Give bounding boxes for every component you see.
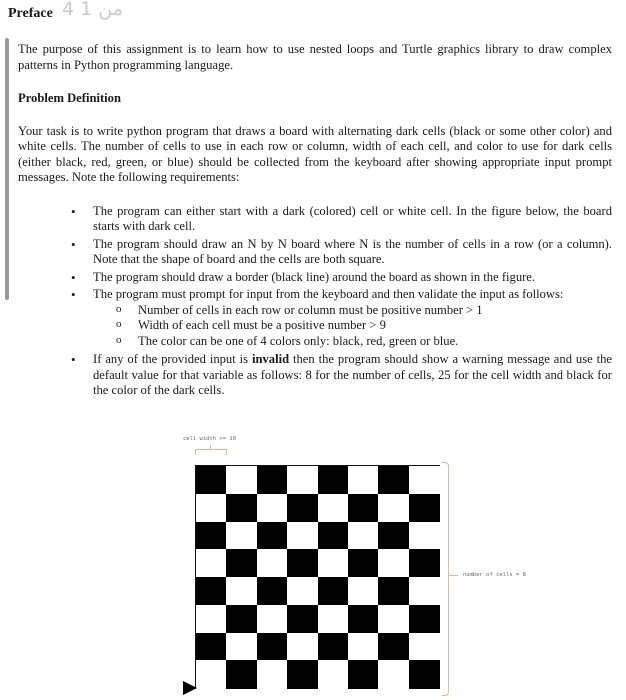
circle-bullet-icon: o xyxy=(116,302,122,315)
board-cell-dark xyxy=(257,633,288,661)
board-cell-dark xyxy=(287,549,318,577)
board-cell-dark xyxy=(318,577,349,605)
board-cell-dark xyxy=(348,605,379,633)
board-cell-dark xyxy=(257,522,288,550)
board-cell-light xyxy=(318,549,349,577)
board-cell-light xyxy=(196,494,227,522)
board-cell-light xyxy=(257,494,288,522)
board-cell-light xyxy=(378,660,409,688)
board-cell-light xyxy=(257,549,288,577)
task-paragraph: Your task is to write python program that draws a board with alternating dark cells (black or some other color) and white cells. The number of cells to use in each row or column, width of each cell, and color to use for dark cells (either black, red, green, or blue) should be collected from the keyboard after showing appropriate input prompt messages. Note the following requirements: xyxy=(18,123,612,184)
list-item: o Number of cells in each row or column must be positive number > 1 xyxy=(116,302,483,317)
requirements-list xyxy=(18,204,612,399)
board-cell-light xyxy=(378,549,409,577)
board-cell-dark xyxy=(287,605,318,633)
number-of-cells-label: number of cells = 8 xyxy=(463,572,526,578)
list-item: • If any of the provided input is invalid then the program should show a warning message and use the default value for that variable as follows: 8 for the number of cells, 25 for the cell width and black for the color of the dark cells. xyxy=(71,352,613,397)
bullet-icon: • xyxy=(71,269,76,285)
board-cell-dark xyxy=(378,466,409,494)
bullet-icon: • xyxy=(71,287,76,302)
board-cell-dark xyxy=(257,466,288,494)
board-cell-light xyxy=(287,577,318,605)
board-cell-dark xyxy=(196,466,227,494)
board-cell-dark xyxy=(287,494,318,522)
board-cell-dark xyxy=(287,660,318,688)
board-cell-light xyxy=(378,494,409,522)
validation-list xyxy=(93,303,612,350)
circle-bullet-icon: o xyxy=(116,333,122,346)
board-cell-dark xyxy=(378,633,409,661)
board-cell-dark xyxy=(226,494,257,522)
board-cell-light xyxy=(287,633,318,661)
board-cell-dark xyxy=(196,577,227,605)
board-cell-light xyxy=(287,522,318,550)
list-item: • The program can either start with a dark (colored) cell or white cell. In the figure below, the board starts with dark cell. xyxy=(71,203,612,233)
board-cell-dark xyxy=(318,466,349,494)
intro-paragraph: The purpose of this assignment is to learn how to use nested loops and Turtle graphics library to draw complex patterns in Python programming language. xyxy=(18,42,612,72)
board-cell-light xyxy=(409,633,440,661)
board-cell-light xyxy=(318,494,349,522)
board-cell-dark xyxy=(226,549,257,577)
change-bar xyxy=(5,38,9,300)
board-cell-light xyxy=(226,633,257,661)
board-cell-light xyxy=(226,577,257,605)
list-item: o Width of each cell must be a positive number > 9 xyxy=(116,318,386,332)
board-cell-dark xyxy=(318,633,349,661)
checkerboard xyxy=(195,465,440,689)
board-cell-dark xyxy=(348,549,379,577)
board-height-bracket xyxy=(442,462,449,696)
problem-heading: Problem Definition xyxy=(18,91,121,105)
board-cell-light xyxy=(348,466,379,494)
board-cell-light xyxy=(318,660,349,688)
bullet-icon: • xyxy=(71,352,76,367)
list-item: • The program should draw a border (black line) around the board as shown in the figure. xyxy=(71,269,536,285)
board-cell-light xyxy=(378,605,409,633)
board-cell-light xyxy=(257,660,288,688)
board-height-bracket-line xyxy=(448,575,458,576)
board-cell-light xyxy=(318,605,349,633)
section-title: Preface xyxy=(8,6,53,21)
board-cell-light xyxy=(196,660,227,688)
list-item: • The program must prompt for input from the keyboard and then validate the input as follows: o Number of cells in each row or column must be positive number > 1 o Width of each cell must be a positive number > 9 o The color can be one of 4 colors only: black, red, green or blue. xyxy=(18,287,612,349)
board-cell-dark xyxy=(348,660,379,688)
board-cell-dark xyxy=(226,605,257,633)
board-cell-dark xyxy=(226,660,257,688)
board-cell-dark xyxy=(409,660,440,688)
board-cell-dark xyxy=(318,522,349,550)
board-cell-dark xyxy=(196,633,227,661)
cell-width-bracket xyxy=(195,449,227,455)
board-cell-light xyxy=(196,605,227,633)
cell-width-label: cell width >= 10 xyxy=(183,436,236,442)
bullet-icon: • xyxy=(71,236,76,252)
page-number: 4 من 1 xyxy=(62,0,123,20)
circle-bullet-icon: o xyxy=(116,318,122,330)
board-cell-light xyxy=(287,466,318,494)
board-cell-light xyxy=(226,522,257,550)
board-cell-dark xyxy=(348,494,379,522)
turtle-arrow-icon xyxy=(183,681,197,695)
board-cell-dark xyxy=(378,577,409,605)
board-cell-light xyxy=(348,522,379,550)
board-cell-light xyxy=(409,466,440,494)
board-cell-dark xyxy=(257,577,288,605)
document-body xyxy=(18,42,612,401)
board-cell-dark xyxy=(378,522,409,550)
list-item: o The color can be one of 4 colors only: black, red, green or blue. xyxy=(116,333,459,348)
list-item: • The program should draw an N by N board where N is the number of cells in a row (or a column). Note that the shape of board and the cells are both square. xyxy=(71,236,612,266)
board-cell-light xyxy=(409,522,440,550)
board-cell-light xyxy=(409,577,440,605)
board-cell-dark xyxy=(409,494,440,522)
board-cell-light xyxy=(257,605,288,633)
bullet-icon: • xyxy=(71,203,76,219)
board-cell-light xyxy=(348,633,379,661)
invalid-keyword: invalid xyxy=(251,352,290,366)
board-cell-dark xyxy=(196,522,227,550)
board-cell-dark xyxy=(409,549,440,577)
board-cell-light xyxy=(348,577,379,605)
board-cell-light xyxy=(226,466,257,494)
board-cell-dark xyxy=(409,605,440,633)
board-cell-light xyxy=(196,549,227,577)
